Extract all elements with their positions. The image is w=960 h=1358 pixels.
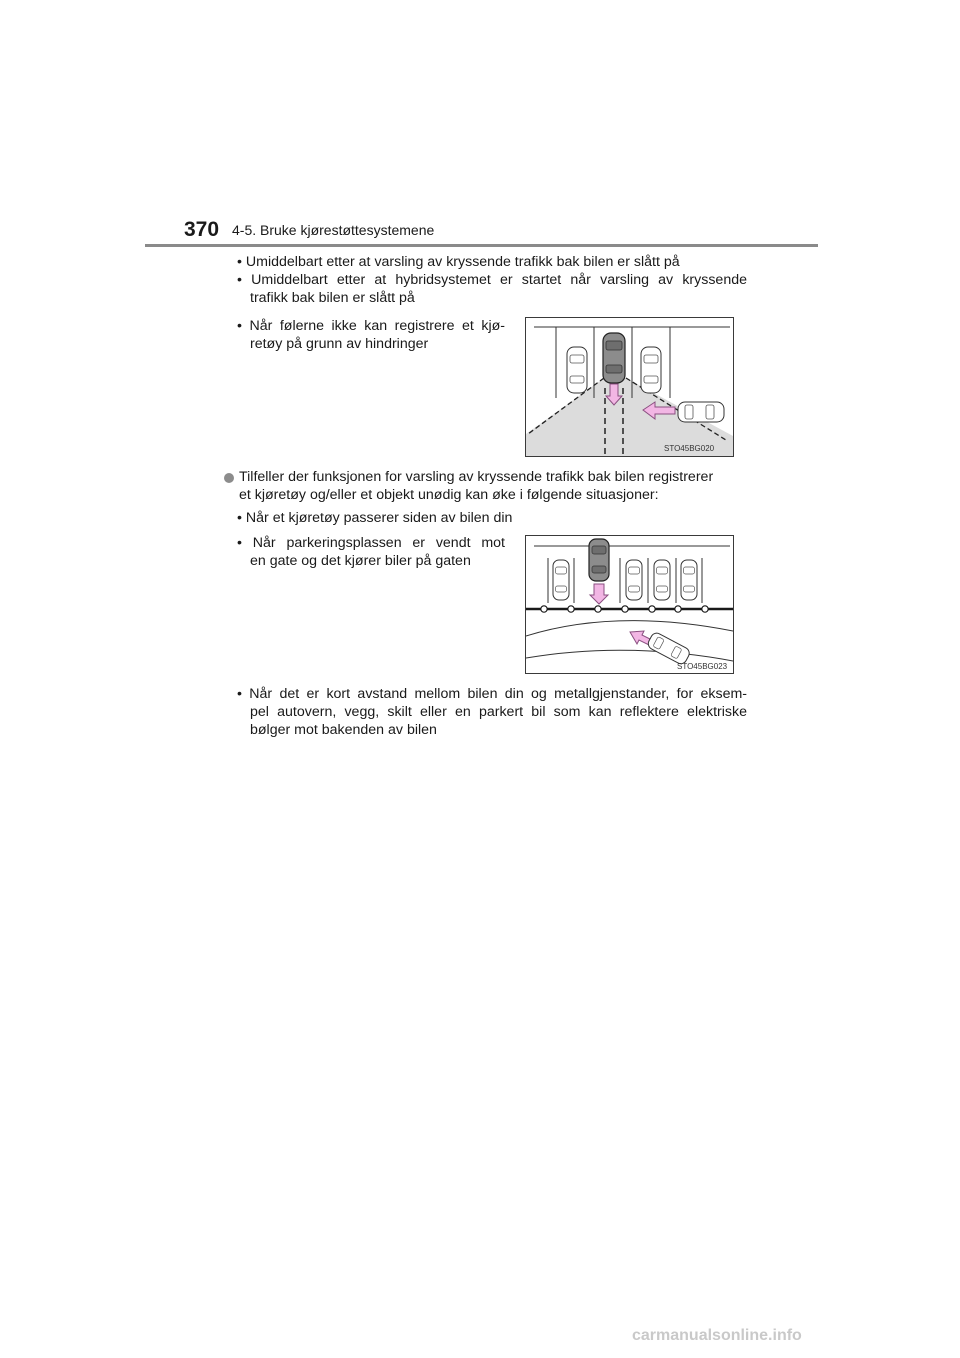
down-arrow-icon: [590, 584, 608, 604]
figure-code: STO45BG023: [677, 662, 728, 671]
road-edge-upper: [526, 621, 733, 636]
figure-sensor-obstruction: [525, 317, 734, 457]
bullet-item-continuation: bølger mot bakenden av bilen: [250, 722, 437, 738]
bullet-sensors: [237, 317, 505, 353]
figure-code: STO45BG020: [664, 444, 715, 453]
own-car-icon: [603, 333, 625, 383]
bullet-item: • Umiddelbart etter at varsling av kryssende trafikk bak bilen er slått på: [237, 254, 680, 270]
bullet-item: • Når det er kort avstand mellom bilen din og metallgjenstander, for eksem-: [237, 686, 747, 702]
parking-diagram-1: [526, 318, 733, 456]
bullet-item: • Når et kjøretøy passerer siden av bilen din: [237, 510, 513, 526]
approaching-car-icon: [646, 631, 691, 666]
bullet-item-continuation: retøy på grunn av hindringer: [250, 336, 429, 352]
figure-parking-facing-street: [525, 535, 734, 674]
bullet-list-top: [237, 253, 747, 307]
section-intro: [239, 468, 747, 504]
approaching-car-icon: [678, 402, 724, 422]
parked-car-icon: [553, 560, 569, 600]
own-car-icon: [589, 539, 609, 581]
parking-diagram-2: [526, 536, 733, 673]
parked-car-icon: [626, 560, 642, 600]
bullet-item: • Umiddelbart etter at hybridsystemet er startet når varsling av kryssende: [237, 272, 747, 288]
bullet-street: [237, 534, 505, 570]
bullet-metal: [237, 685, 747, 739]
bullet-item: • Når følerne ikke kan registrere et kjø-: [237, 318, 505, 334]
parked-car-icon: [641, 347, 661, 393]
section-bullet-icon: [224, 473, 234, 483]
road-edge-lower: [526, 650, 733, 661]
page-number: 370: [184, 218, 220, 241]
header-divider: [145, 244, 818, 247]
parked-car-icon: [654, 560, 670, 600]
bullet-passing: [237, 509, 737, 527]
section-title: 4-5. Bruke kjørestøttesystemene: [232, 222, 435, 238]
bullet-item-continuation: pel autovern, vegg, skilt eller en parkert bil som kan reflektere elektriske: [250, 704, 747, 720]
section-intro-line: et kjøretøy og/eller et objekt unødig kan øke i følgende situasjoner:: [239, 487, 659, 503]
section-intro-line: Tilfeller der funksjonen for varsling av kryssende trafikk bak bilen registrerer: [239, 469, 714, 485]
bullet-item-continuation: en gate og det kjører biler på gaten: [250, 553, 471, 569]
bullet-item: • Når parkeringsplassen er vendt mot: [237, 535, 505, 551]
parked-car-icon: [681, 560, 697, 600]
watermark: carmanualsonline.info: [632, 1327, 802, 1344]
bullet-item-continuation: trafikk bak bilen er slått på: [250, 290, 415, 306]
parked-car-icon: [567, 347, 587, 393]
